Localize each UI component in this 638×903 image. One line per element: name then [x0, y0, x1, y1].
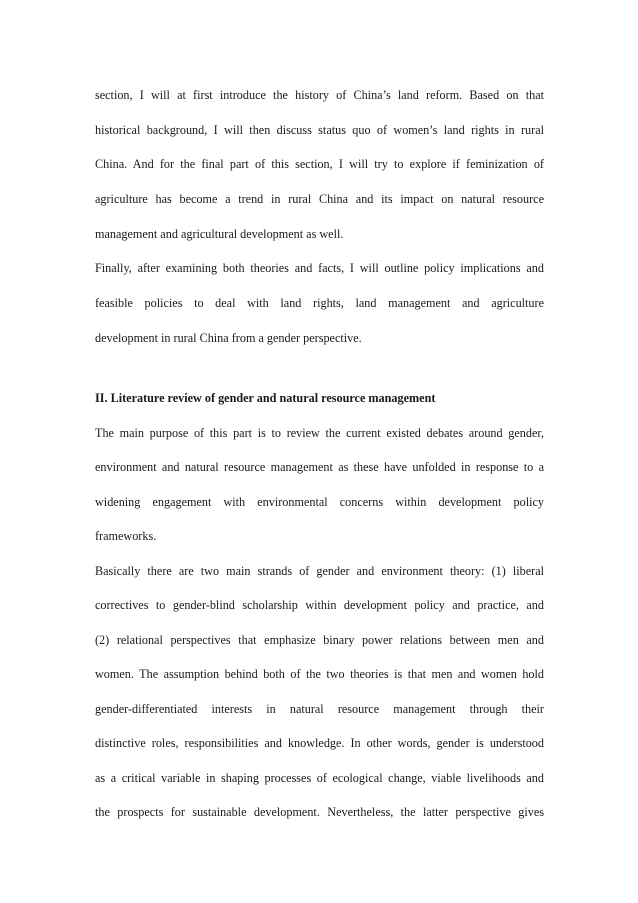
- para2-line-3: (2) relational perspectives that emphasize binary power relations between men and: [95, 633, 544, 647]
- para2-line-5: gender-differentiated interests in natural resource management through their: [95, 702, 544, 716]
- para1-line-3: widening engagement with environmental concerns within development policy: [95, 495, 544, 509]
- para2-line-4: women. The assumption behind both of the two theories is that men and women hold: [95, 667, 544, 681]
- finally-line-1: Finally, after examining both theories and facts, I will outline policy implications and: [95, 261, 544, 275]
- para2-line-2: correctives to gender-blind scholarship within development policy and practice, and: [95, 598, 544, 612]
- intro-line-4: agriculture has become a trend in rural China and its impact on natural resource: [95, 192, 544, 206]
- para2-line-1: Basically there are two main strands of gender and environment theory: (1) liberal: [95, 564, 544, 578]
- para1-line-2: environment and natural resource management as these have unfolded in response to a: [95, 460, 544, 474]
- intro-line-3: China. And for the final part of this section, I will try to explore if feminization of: [95, 157, 544, 171]
- finally-line-3: development in rural China from a gender perspective.: [95, 331, 362, 345]
- section-heading: II. Literature review of gender and natural resource management: [95, 391, 436, 405]
- para2-line-7: as a critical variable in shaping processes of ecological change, viable livelihoods and: [95, 771, 544, 785]
- para1-line-1: The main purpose of this part is to review the current existed debates around gender,: [95, 426, 544, 440]
- finally-line-2: feasible policies to deal with land rights, land management and agriculture: [95, 296, 544, 310]
- para2-line-6: distinctive roles, responsibilities and knowledge. In other words, gender is understood: [95, 736, 544, 750]
- intro-line-1: section, I will at first introduce the history of China’s land reform. Based on that: [95, 88, 544, 102]
- para2-line-8: the prospects for sustainable development. Nevertheless, the latter perspective gives: [95, 805, 544, 819]
- para1-line-4: frameworks.: [95, 529, 157, 543]
- intro-line-2: historical background, I will then discuss status quo of women’s land rights in rural: [95, 123, 544, 137]
- intro-line-5: management and agricultural development as well.: [95, 227, 344, 241]
